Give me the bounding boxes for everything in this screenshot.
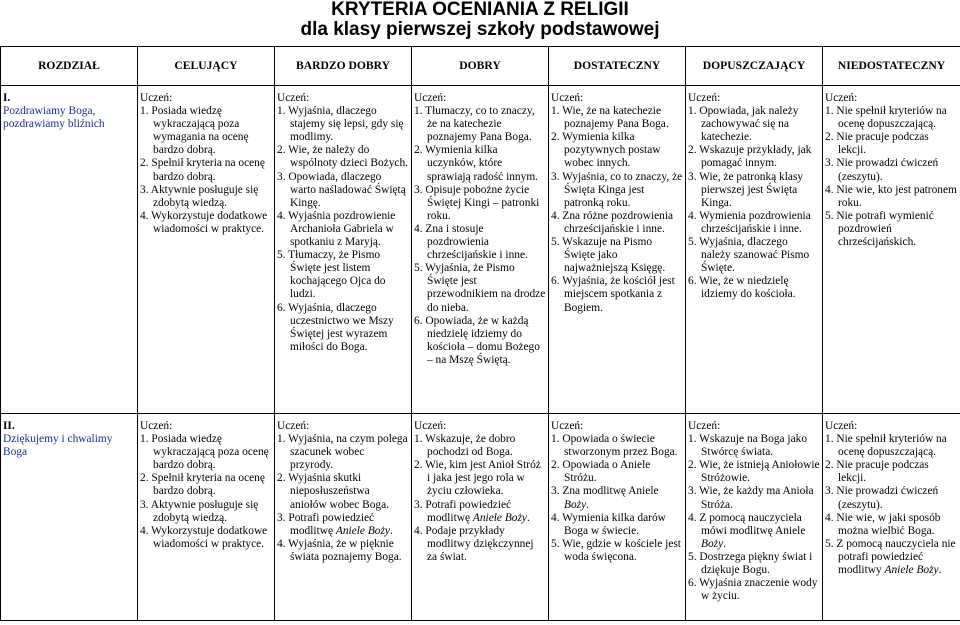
criterion-item: 5. Wyjaśnia, że Pismo Święte jest przewodnikiem na drodze do nieba. <box>414 262 546 314</box>
criteria-table <box>0 46 960 621</box>
criteria-head: Uczeń: <box>277 420 310 432</box>
criteria-head: Uczeń: <box>688 420 721 432</box>
criterion-item: 6. Opowiada, że w każdą niedzielę idziemy do kościoła – domu Bożego – na Mszę Świętą. <box>414 314 540 366</box>
criterion-item: 4. Nie wie, kto jest patronem roku. <box>825 183 957 209</box>
criterion-item: 4. Zna i stosuje pozdrowienia chrześcijańskie i inne. <box>414 222 528 262</box>
criterion-item: 1. Tłumaczy, co to znaczy, że na katechezie poznajemy Pana Boga. <box>414 105 535 144</box>
section-row <box>1 86 960 414</box>
criterion-item: 6. Wyjaśnia, dlaczego uczestnictwo we Mszy Świętej jest wyrazem miłości do Boga. <box>277 301 394 353</box>
criteria-cell-bardzo-dobry <box>275 86 412 414</box>
criterion-item: 3. Nie prowadzi ćwiczeń (zeszytu). <box>825 485 939 511</box>
document-title: KRYTERIA OCENIANIA Z RELIGII <box>331 0 629 20</box>
criterion-item: 1. Nie spełnił kryteriów na ocenę dopuszczającą. <box>825 105 947 131</box>
criteria-cell-dostateczny <box>549 86 686 414</box>
criteria-cell-dostateczny <box>549 414 686 621</box>
criterion-item: 5. Dostrzega piękny świat i dziękuje Bogu. <box>688 550 813 577</box>
criterion-item: 3. Aktywnie posługuje się zdobytą wiedzą. <box>140 183 259 209</box>
criterion-item: 5. Wyjaśnia, dlaczego należy szanować Pismo Święte. <box>688 236 810 275</box>
criterion-item: 5. Z pomocą nauczyciela nie potrafi powiedzieć modlitwy Aniele Boży. <box>825 537 956 577</box>
criteria-head: Uczeń: <box>140 92 173 104</box>
criteria-head: Uczeń: <box>551 92 584 104</box>
criteria-head: Uczeń: <box>825 92 858 104</box>
chapter-cell <box>1 86 138 414</box>
header-niedostateczny: NIEDOSTATECZNY <box>823 47 960 86</box>
criterion-item: 4. Podaje przykłady modlitwy dziękczynnej za świat. <box>414 524 534 563</box>
criterion-item: 1. Wie, że na katechezie poznajemy Pana Boga. <box>551 105 669 131</box>
criterion-item: 4. Wykorzystuje dodatkowe wiadomości w praktyce. <box>140 524 268 550</box>
criteria-cell-dobry <box>412 414 549 621</box>
criterion-item: 4. Z pomocą nauczyciela mówi modlitwę Aniele Boży. <box>688 511 806 550</box>
criteria-head: Uczeń: <box>825 420 858 432</box>
criteria-cell-niedostateczny <box>823 414 960 621</box>
criterion-item: 5. Wie, gdzie w kościele jest woda święcona. <box>551 537 681 563</box>
criteria-cell-dopuszczajacy <box>686 414 823 621</box>
criterion-item: 6. Wyjaśnia, że kościół jest miejscem spotkania z Bogiem. <box>551 275 675 314</box>
italic-prayer-name: Aniele Boży <box>472 511 527 524</box>
criterion-item: 3. Opowiada, dlaczego warto naśladować Świętą Kingę. <box>277 170 406 209</box>
criterion-item: 4. Wyjaśnia, że w pięknie świata poznajemy Boga. <box>277 537 402 563</box>
criterion-item: 3. Wyjaśnia, co to znaczy, że Święta Kinga jest patronką roku. <box>551 170 683 209</box>
criterion-item: 2. Wyjaśnia skutki nieposłuszeństwa aniołów wobec Boga. <box>277 472 390 511</box>
criterion-item: 4. Nie wie, w jaki sposób można wielbić Boga. <box>825 511 941 537</box>
criterion-item: 4. Wyjaśnia pozdrowienie Archanioła Gabriela w spotkaniu z Maryją. <box>277 209 396 249</box>
criterion-item: 5. Wskazuje na Pismo Święte jako najważniejszą Księgę. <box>551 236 666 275</box>
header-row <box>1 47 960 86</box>
criterion-item: 2. Wie, kim jest Anioł Stróż i jaka jest jego rola w życiu człowieka. <box>414 459 541 498</box>
criterion-item: 3. Nie prowadzi ćwiczeń (zeszytu). <box>825 157 939 183</box>
criteria-head: Uczeń: <box>140 420 173 432</box>
criterion-item: 2. Wymienia kilka uczynków, które sprawiają radość innym. <box>414 144 539 183</box>
italic-prayer-name: Aniele Boży <box>884 564 939 577</box>
header-bardzo-dobry: BARDZO DOBRY <box>275 47 412 86</box>
chapter-title: Dziękujemy i chwalimy Boga <box>3 433 113 459</box>
criterion-item: 4. Zna różne pozdrowienia chrześcijańskie i inne. <box>551 209 674 235</box>
section-row <box>1 414 960 621</box>
criteria-cell-celujacy <box>138 414 275 621</box>
criterion-item: 6. Wie, że w niedzielę idziemy do kościoła. <box>688 275 796 301</box>
criterion-item: 1. Posiada wiedzę wykraczającą poza ocenę bardzo dobrą. <box>140 433 269 472</box>
criterion-item: 3. Wie, że patronką klasy pierwszej jest Święta Kinga. <box>688 170 804 209</box>
criterion-item: 4. Wymienia pozdrowienia chrześcijańskie i inne. <box>688 209 811 235</box>
criterion-item: 3. Zna modlitwę Aniele Boży. <box>551 485 659 511</box>
criterion-item: 3. Opisuje pobożne życie Świętej Kingi – patronki roku. <box>414 183 540 222</box>
criterion-item: 1. Posiada wiedzę wykraczającą poza wymagania na ocenę bardzo dobrą. <box>140 105 249 157</box>
criterion-item: 2. Spełnił kryteria na ocenę bardzo dobrą. <box>140 157 265 183</box>
criterion-item: 2. Wie, że należy do wspólnoty dzieci Bożych. <box>277 144 408 170</box>
criterion-item: 2. Wie, że istnieją Aniołowie Stróżowie. <box>688 459 820 485</box>
criterion-item: 2. Opowiada o Aniele Stróżu. <box>551 459 651 485</box>
document-subtitle: dla klasy pierwszej szkoły podstawowej <box>300 19 660 40</box>
header-chapter: ROZDZIAŁ <box>1 47 138 86</box>
chapter-cell <box>1 414 138 621</box>
criterion-item: 1. Opowiada o świecie stworzonym przez Boga. <box>551 433 678 459</box>
criterion-item: 2. Wymienia kilka pozytywnych postaw wobec innych. <box>551 131 661 170</box>
header-celujacy: CELUJĄCY <box>138 47 275 86</box>
criterion-item: 3. Potrafi powiedzieć modlitwę Aniele Boży. <box>277 511 393 537</box>
criterion-item: 2. Nie pracuje podczas lekcji. <box>825 131 929 157</box>
criterion-item: 4. Wymienia kilka darów Boga w świecie. <box>551 511 666 537</box>
criterion-item: 6. Wyjaśnia znaczenie wody w życiu. <box>688 577 818 603</box>
criterion-item: 1. Opowiada, jak należy zachowywać się na katechezie. <box>688 105 799 144</box>
chapter-title: Pozdrawiamy Boga, pozdrawiamy bliźnich <box>3 105 105 131</box>
criteria-cell-niedostateczny <box>823 86 960 414</box>
italic-prayer-name: Boży <box>701 537 724 550</box>
criterion-item: 5. Tłumaczy, że Pismo Święte jest listem kochającego Ojca do ludzi. <box>277 249 386 301</box>
criterion-item: 2. Spełnił kryteria na ocenę bardzo dobrą. <box>140 472 265 498</box>
criteria-head: Uczeń: <box>277 92 310 104</box>
chapter-number: I. <box>3 92 11 104</box>
header-dobry: DOBRY <box>412 47 549 86</box>
criterion-item: 2. Wskazuje przykłady, jak pomagać innym. <box>688 144 812 170</box>
criteria-head: Uczeń: <box>414 420 447 432</box>
criterion-item: 5. Nie potrafi wymienić pozdrowień chrześcijańskich. <box>825 209 934 249</box>
criteria-cell-celujacy <box>138 86 275 414</box>
criterion-item: 3. Wie, że każdy ma Anioła Stróża. <box>688 485 814 511</box>
italic-prayer-name: Boży <box>564 498 587 511</box>
chapter-number: II. <box>3 420 15 432</box>
criterion-item: 1. Nie spełnił kryteriów na ocenę dopuszczającą. <box>825 433 947 459</box>
criteria-cell-dobry <box>412 86 549 414</box>
criteria-cell-bardzo-dobry <box>275 414 412 621</box>
criterion-item: 1. Wyjaśnia, na czym polega szacunek wobec przyrody. <box>277 433 408 472</box>
criteria-head: Uczeń: <box>688 92 721 104</box>
header-dostateczny: DOSTATECZNY <box>549 47 686 86</box>
criteria-cell-dopuszczajacy <box>686 86 823 414</box>
criteria-head: Uczeń: <box>414 92 447 104</box>
criterion-item: 1. Wskazuje na Boga jako Stwórcę świata. <box>688 433 808 459</box>
criteria-head: Uczeń: <box>551 420 584 432</box>
criterion-item: 3. Potrafi powiedzieć modlitwę Aniele Boży. <box>414 498 530 524</box>
criterion-item: 1. Wskazuje, że dobro pochodzi od Boga. <box>414 433 516 459</box>
criterion-item: 4. Wykorzystuje dodatkowe wiadomości w praktyce. <box>140 209 268 235</box>
criterion-item: 3. Aktywnie posługuje się zdobytą wiedzą. <box>140 498 259 524</box>
criterion-item: 1. Wyjaśnia, dlaczego stajemy się lepsi, gdy się modlimy. <box>277 105 404 144</box>
criterion-item: 2. Nie pracuje podczas lekcji. <box>825 459 929 485</box>
italic-prayer-name: Aniele Boży <box>335 524 390 537</box>
header-dopuszczajacy: DOPUSZCZAJĄCY <box>686 47 823 86</box>
